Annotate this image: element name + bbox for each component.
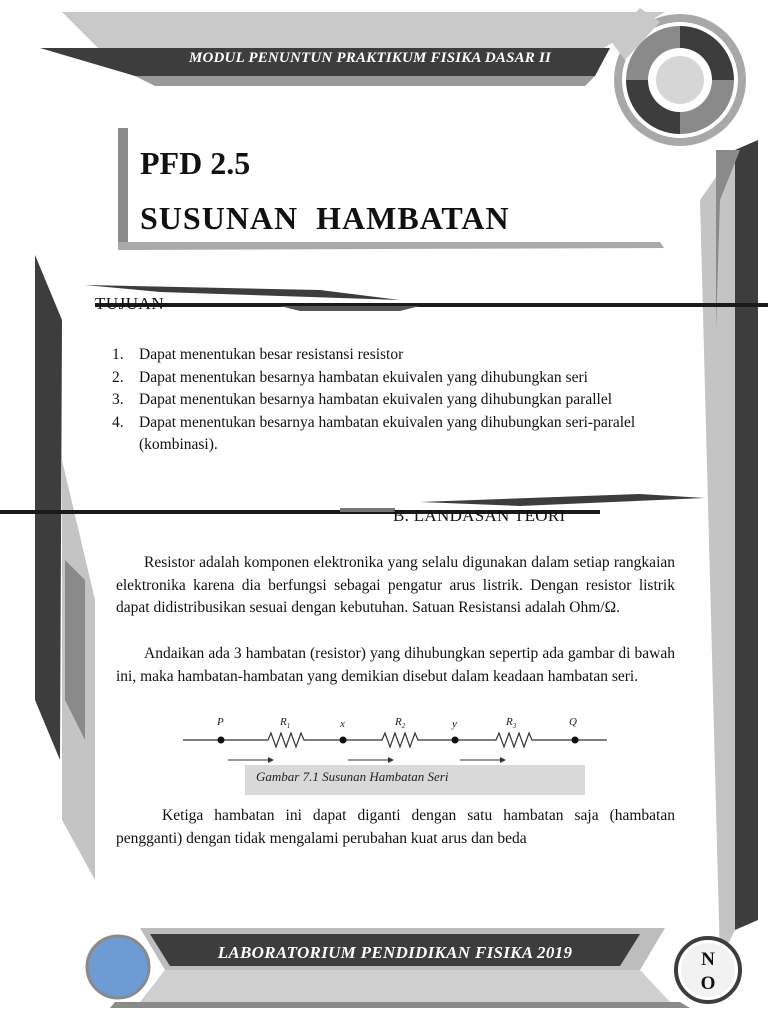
landasan-line-fade [340,508,395,512]
gear-emblem [610,8,746,146]
series-circuit-diagram [183,716,607,763]
list-text: Dapat menentukan besarnya hambatan ekuivalen yang dihubungkan seri-paralel (kombinasi). [139,413,636,453]
list-item [112,412,677,457]
page-number-line-2: O [700,973,716,994]
tujuan-line [95,303,768,307]
list-number: 1. [112,346,124,363]
list-item [112,389,677,412]
label-y: y [452,718,457,730]
node-q [572,737,579,744]
chapter-code: PFD 2.5 [140,145,251,181]
label-r2: $R_2$ [395,716,406,730]
landasan-line-accent [420,494,705,506]
node-p [218,737,225,744]
footer-lab-title: LABORATORIUM PENDIDIKAN FISIKA 2019 [217,943,573,962]
list-text: Dapat menentukan besarnya hambatan ekuivalen yang dihubungkan seri [139,368,588,386]
list-text: Dapat menentukan besarnya hambatan ekuivalen yang dihubungkan parallel [139,391,613,408]
list-item [112,344,677,367]
node-y [452,737,459,744]
list-text: Dapat menentukan besar resistansi resistor [139,346,404,363]
left-bar-dark [35,255,62,760]
footer-banner-bottom [140,970,670,1002]
header-banner-shadow [135,76,595,86]
chapter-title: SUSUNAN HAMBATAN [140,200,510,236]
figure-caption: Gambar 7.1 Susunan Hambatan Seri [256,769,449,784]
label-r1: $R_1$ [280,716,291,730]
label-p: P [217,716,224,728]
header-banner-light [62,12,665,50]
blue-circle [87,936,149,998]
tujuan-line-fade [280,306,420,311]
page-number-line-1: N [701,949,715,970]
label-r3: $R_3$ [506,716,517,730]
footer-banner-shadow [110,1002,690,1008]
list-number: 4. [112,413,124,431]
paragraph-series: Andaikan ada 3 hambatan (resistor) yang dihubungkan sepertip ada gambar di bawah ini, maka hambatan-hambatan yang demikian disebut dalam keadaan hambatan seri. [116,645,675,685]
title-box-bar [118,128,128,246]
list-number: 2. [112,368,124,386]
module-title: MODUL PENUNTUN PRAKTIKUM FISIKA DASAR II [188,50,552,66]
list-number: 3. [112,391,124,408]
section-heading-landasan: B. LANDASAN TEORI [393,506,566,525]
label-x: x [340,718,345,730]
page-number [686,948,730,996]
paragraph-equivalent: Ketiga hambatan ini dapat diganti dengan satu hambatan saja (hambatan pengganti) dengan tidak mengalami perubahan kuat arus dan beda [116,807,675,847]
right-bar-dark [735,140,758,930]
paragraph-resistor: Resistor adalah komponen elektronika yang selalu digunakan dalam setiap rangkaian elektronika karena dia berfungsi sebagai pengatur arus listrik. Dengan resistor listrik dapat didistribusikan sesuai dengan kebutuhan. Satuan Resistansi adalah Ohm/Ω. [116,554,675,617]
node-x [340,737,347,744]
title-box-underline [118,242,664,250]
list-item [112,367,677,390]
goals-list [112,344,677,457]
label-q: Q [569,716,577,728]
section-heading-tujuan: TUJUAN [95,294,165,313]
